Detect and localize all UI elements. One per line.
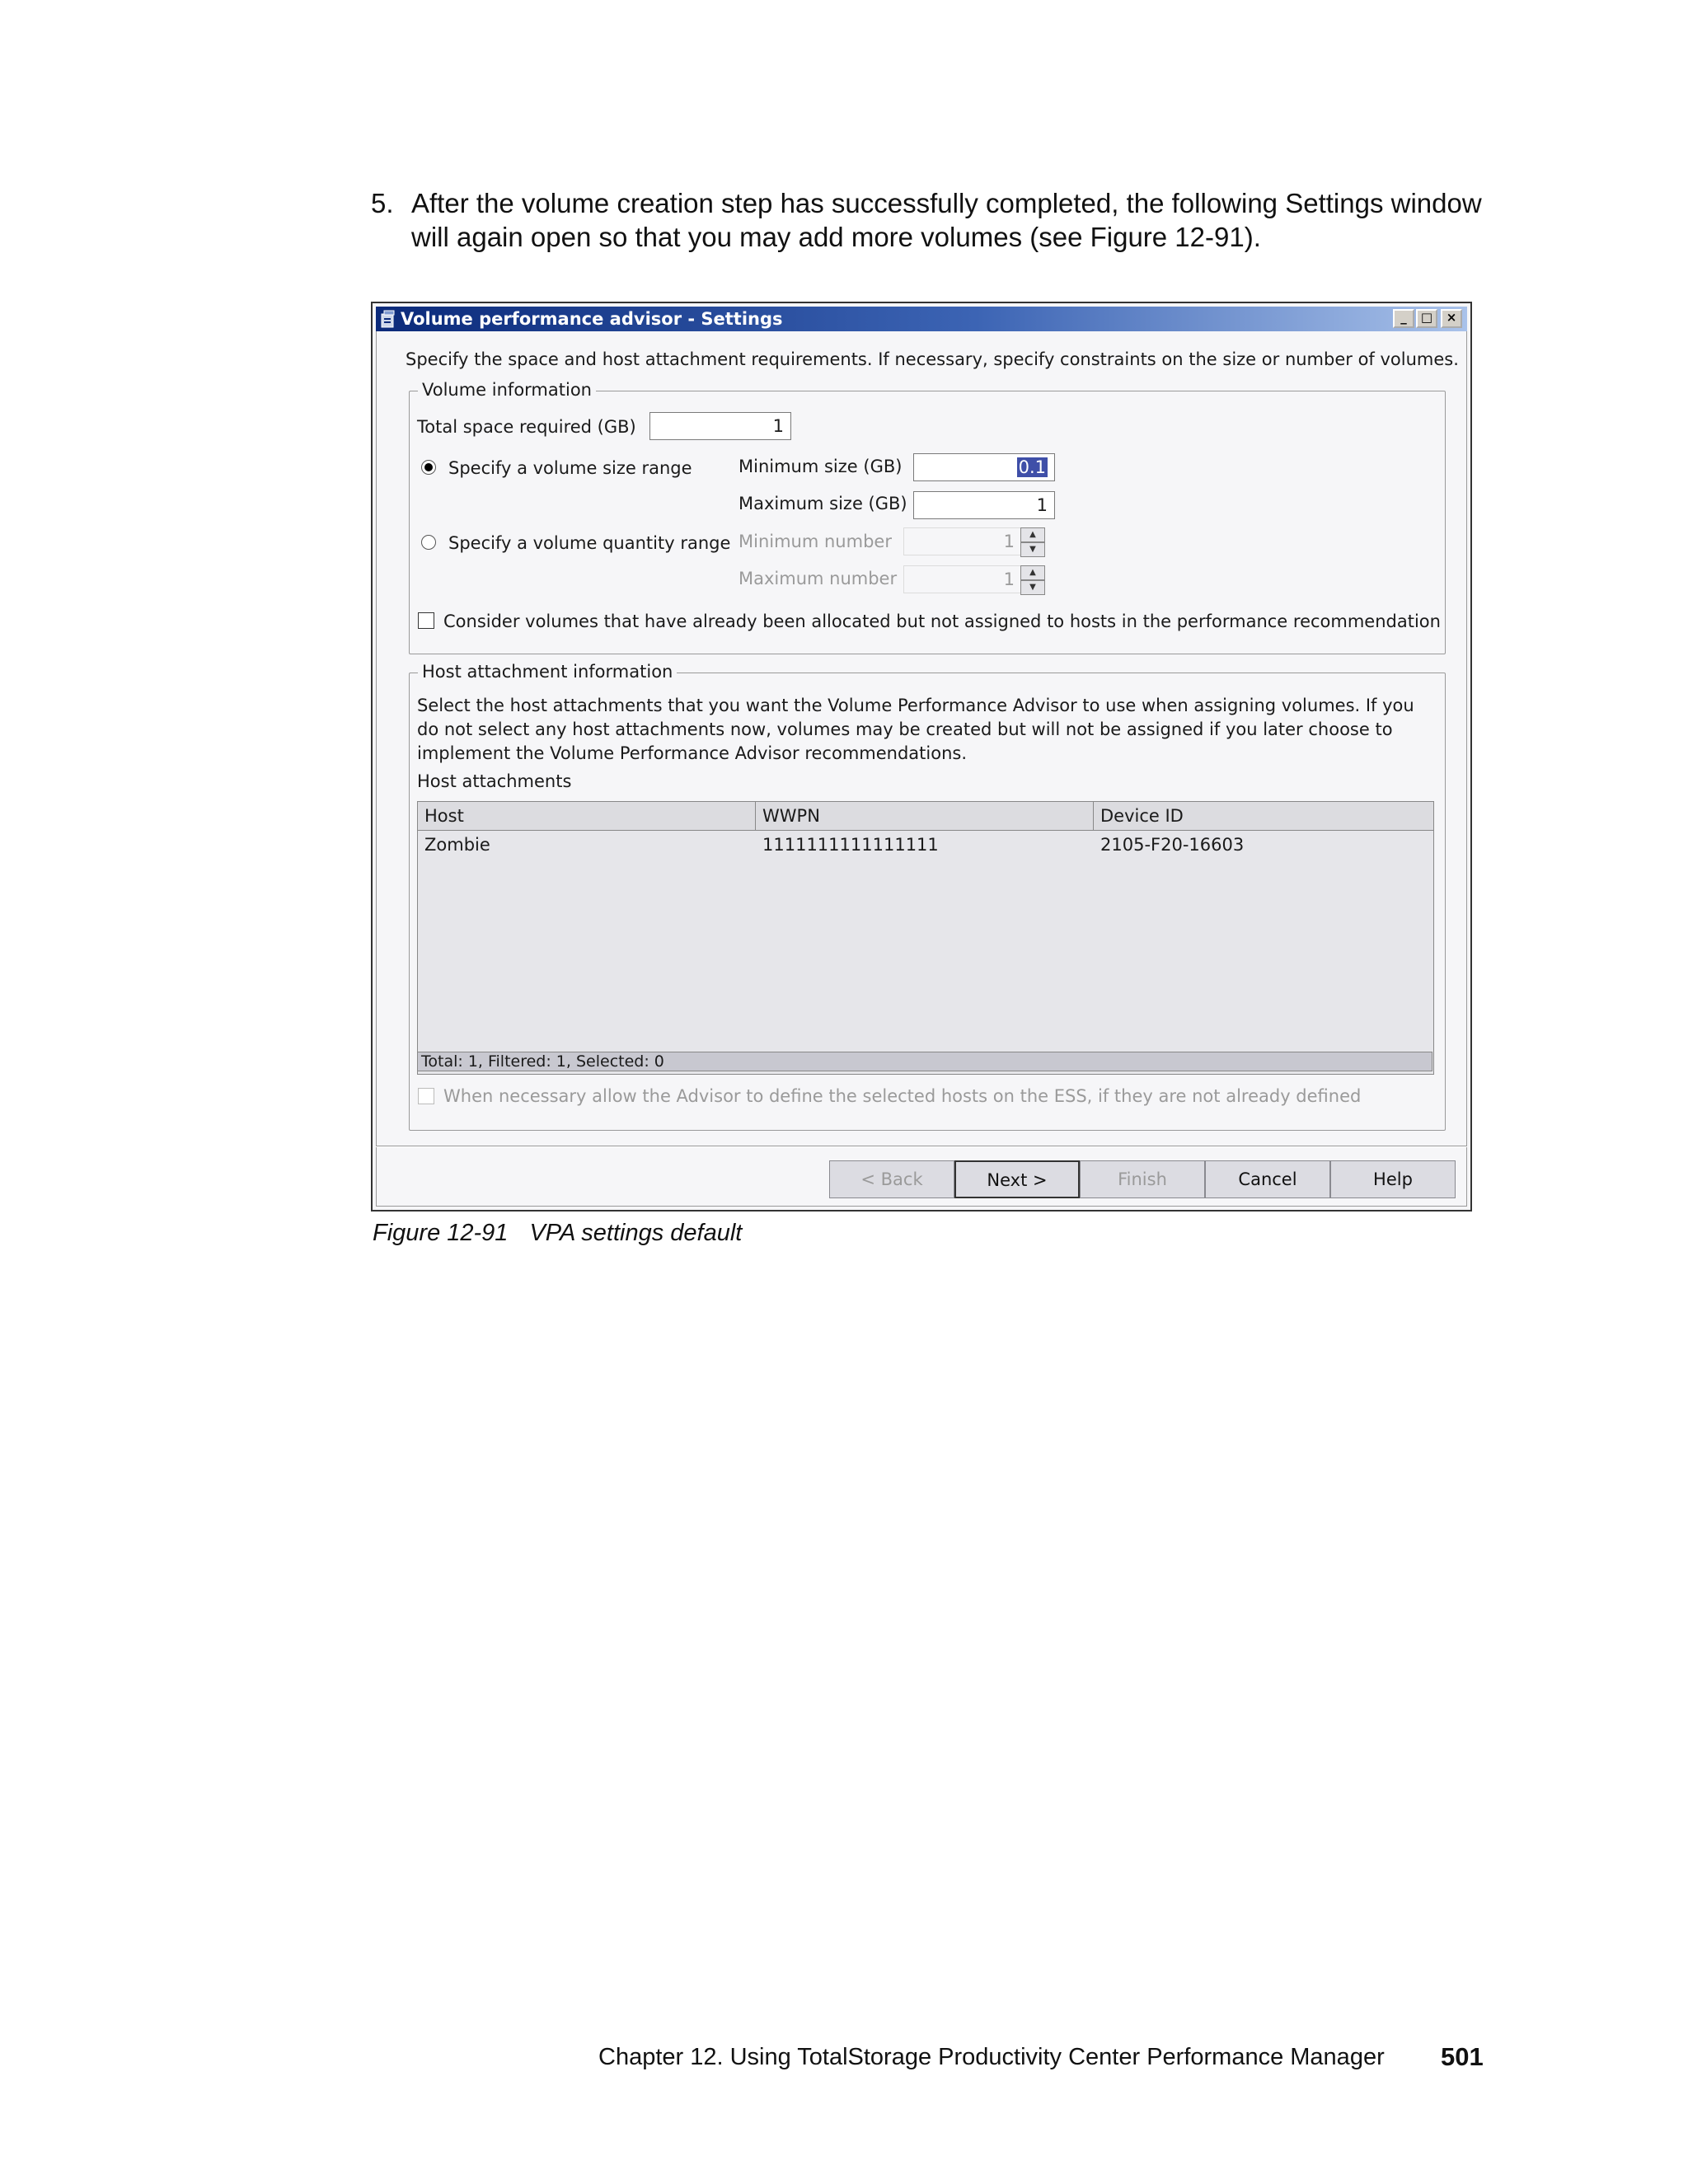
define-hosts-label: When necessary allow the Advisor to define the selected hosts on the ESS, if they are not already defined: [443, 1086, 1362, 1106]
title-bar[interactable]: [376, 307, 1467, 331]
column-header-host[interactable]: Host: [418, 802, 756, 830]
min-number-up-icon[interactable]: ▲: [1020, 527, 1045, 542]
total-space-label: Total space required (GB): [417, 417, 636, 437]
close-button[interactable]: [1441, 309, 1462, 328]
row-device-id: 2105-F20-16603: [1100, 835, 1245, 855]
table-status-bar: Total: 1, Filtered: 1, Selected: 0: [417, 1052, 1432, 1071]
min-number-input[interactable]: 1: [903, 527, 1022, 555]
column-header-device-id[interactable]: Device ID: [1100, 806, 1184, 826]
max-size-label: Maximum size (GB): [738, 494, 907, 513]
dialog-description: Specify the space and host attachment requirements. If necessary, specify constraints on the size or number of volumes.: [406, 349, 1459, 369]
finish-button[interactable]: Finish: [1080, 1160, 1205, 1198]
consider-allocated-label: Consider volumes that have already been allocated but not assigned to hosts in the performance recommendation: [443, 612, 1441, 631]
close-icon: ×: [1446, 310, 1457, 325]
min-number-stepper[interactable]: [1020, 527, 1045, 557]
page-number: 501: [1441, 2042, 1484, 2071]
host-attachment-legend: Host attachment information: [418, 662, 677, 682]
quantity-range-label: Specify a volume quantity range: [448, 533, 731, 553]
min-number-down-icon[interactable]: ▼: [1020, 542, 1045, 557]
size-range-radio[interactable]: [421, 460, 436, 475]
define-hosts-checkbox[interactable]: [418, 1088, 434, 1104]
min-size-input[interactable]: [913, 453, 1055, 481]
total-space-input[interactable]: 1: [649, 412, 791, 440]
quantity-range-radio[interactable]: [421, 535, 436, 550]
step-number: 5.: [371, 188, 394, 218]
button-separator: [376, 1146, 1467, 1147]
max-size-input[interactable]: 1: [913, 491, 1055, 519]
minimize-button[interactable]: [1393, 309, 1414, 328]
cancel-button[interactable]: Cancel: [1205, 1160, 1330, 1198]
next-button[interactable]: Next >: [954, 1160, 1080, 1198]
minimize-icon: _: [1400, 310, 1407, 325]
figure-caption: [373, 1220, 742, 1247]
figure-title: VPA settings default: [529, 1220, 743, 1246]
window-title: Volume performance advisor - Settings: [401, 309, 783, 329]
host-attachment-description: Select the host attachments that you want the Volume Performance Advisor to use when assigning volumes. If you do not select any host attachments now, volumes may be created but will not be assigned if you later choose to implement the Volume Performance Advisor recommendations.: [417, 696, 1414, 763]
min-size-label: Minimum size (GB): [738, 457, 903, 476]
host-attachments-table[interactable]: [417, 801, 1434, 1075]
maximize-icon: □: [1420, 310, 1433, 325]
min-size-selected-value: 0.1: [1018, 457, 1046, 477]
maximize-button[interactable]: [1416, 309, 1437, 328]
max-number-label: Maximum number: [738, 569, 898, 588]
max-number-up-icon[interactable]: ▲: [1020, 565, 1045, 580]
step-text: After the volume creation step has successfully completed, the following Settings window will again open so that you may add more volumes (see Figure 12-91).: [411, 188, 1482, 252]
back-button[interactable]: < Back: [829, 1160, 954, 1198]
chapter-footer: Chapter 12. Using TotalStorage Productivity Center Performance Manager: [598, 2044, 1385, 2070]
settings-window: [371, 302, 1472, 1212]
consider-allocated-checkbox[interactable]: [418, 612, 434, 629]
max-number-down-icon[interactable]: ▼: [1020, 580, 1045, 595]
help-button[interactable]: Help: [1330, 1160, 1456, 1198]
figure-number: Figure 12-91: [373, 1220, 509, 1246]
row-host: Zombie: [424, 835, 490, 855]
max-number-input[interactable]: 1: [903, 565, 1022, 593]
row-wwpn: 1111111111111111: [762, 835, 939, 855]
size-range-label: Specify a volume size range: [448, 458, 692, 478]
column-header-wwpn[interactable]: WWPN: [756, 802, 1094, 830]
host-attachments-label: Host attachments: [417, 771, 572, 791]
volume-information-legend: Volume information: [418, 380, 596, 400]
app-icon: [379, 309, 397, 329]
table-header: [418, 802, 1433, 831]
min-number-label: Minimum number: [738, 532, 892, 551]
max-number-stepper[interactable]: [1020, 565, 1045, 595]
